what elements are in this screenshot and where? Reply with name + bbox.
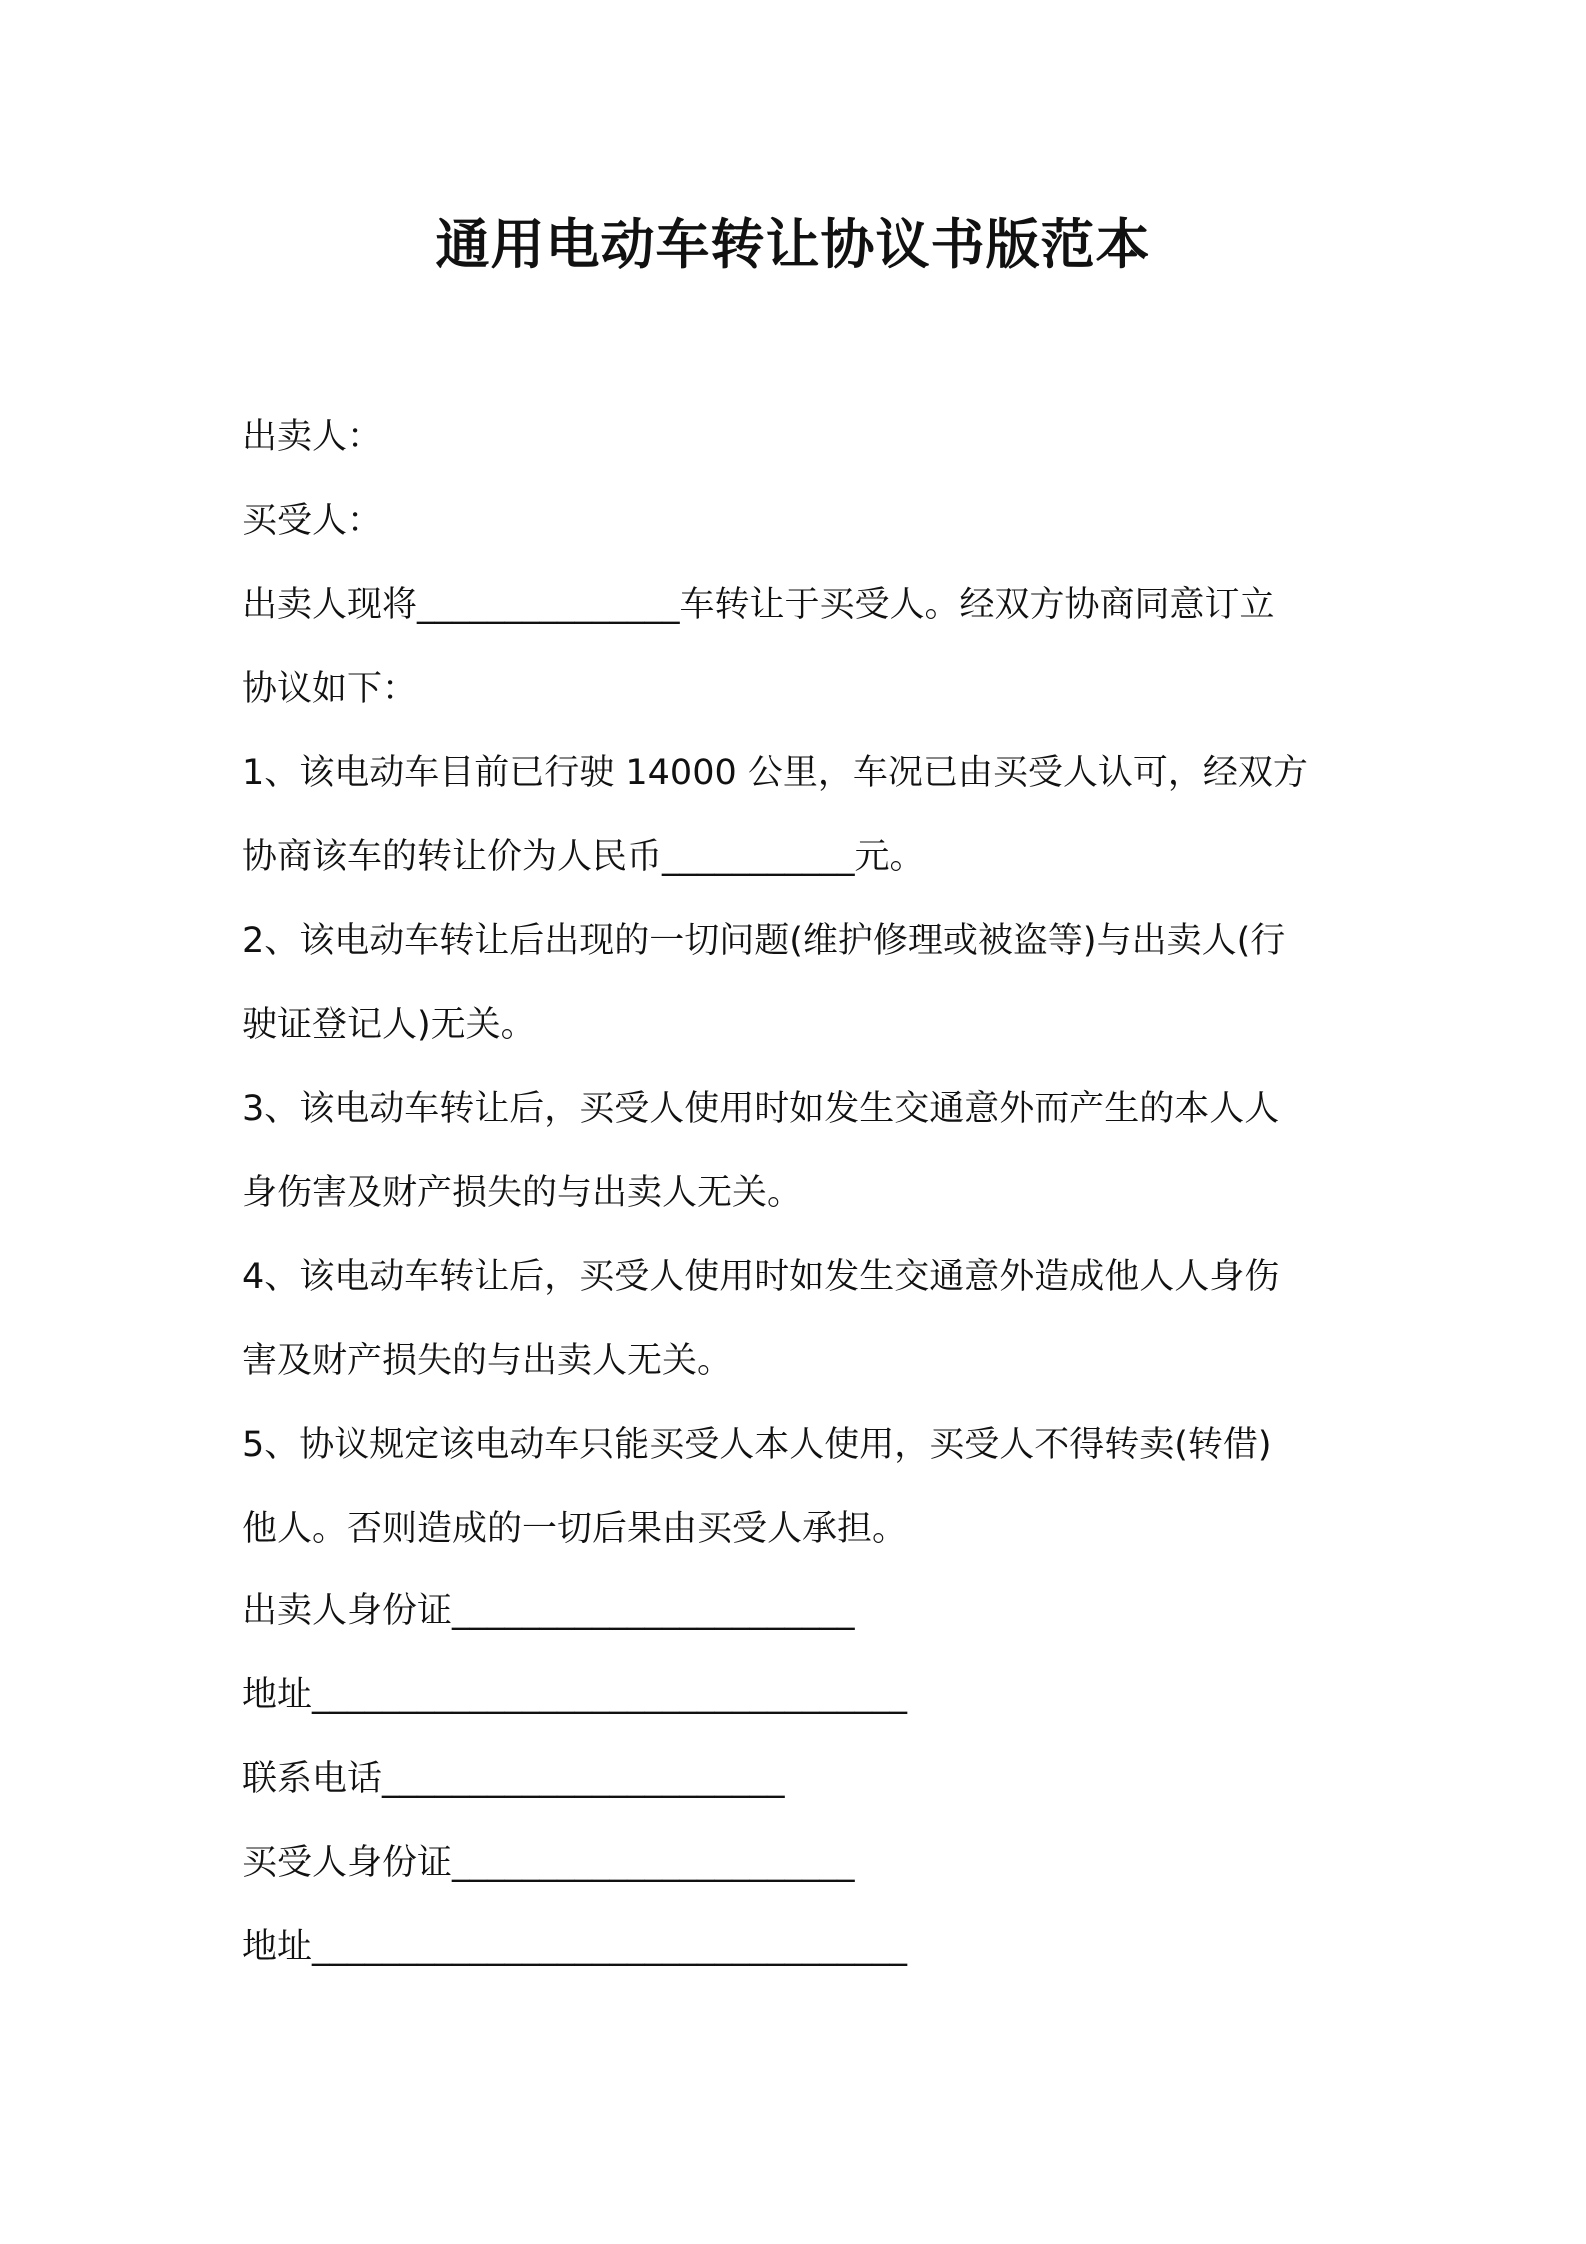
clause-3-line: 3、该电动车转让后，买受人使用时如发生交通意外而产生的本人人 xyxy=(242,1089,1280,1129)
clause-1-line: 1、该电动车目前已行驶 14000 公里，车况已由买受人认可，经双方 xyxy=(242,753,1308,793)
clause-4-line-2: 害及财产损失的与出卖人无关。 xyxy=(242,1341,733,1381)
clause-5-line-2: 他人。否则造成的一切后果由买受人承担。 xyxy=(242,1509,908,1549)
seller-line: 出卖人： xyxy=(242,417,383,457)
seller-address-field: 地址__________________________________ xyxy=(242,1675,908,1715)
clause-2-line-2: 驶证登记人)无关。 xyxy=(242,1005,536,1045)
seller-id-field: 出卖人身份证_______________________ xyxy=(242,1591,855,1631)
document-title: 通用电动车转让协议书版范本 xyxy=(435,213,1151,276)
transfer-intro-line-2: 协议如下： xyxy=(242,669,418,709)
clause-5-line: 5、协议规定该电动车只能买受人本人使用，买受人不得转卖(转借) xyxy=(242,1425,1272,1465)
clause-3-line-2: 身伤害及财产损失的与出卖人无关。 xyxy=(242,1173,803,1213)
clause-4-line: 4、该电动车转让后，买受人使用时如发生交通意外造成他人人身伤 xyxy=(242,1257,1280,1297)
clause-1-line-2: 协商该车的转让价为人民币___________元。 xyxy=(242,837,925,877)
buyer-line: 买受人： xyxy=(242,501,383,541)
buyer-address-field: 地址__________________________________ xyxy=(242,1927,908,1967)
clause-2-line: 2、该电动车转让后出现的一切问题(维护修理或被盗等)与出卖人(行 xyxy=(242,921,1286,961)
buyer-id-field: 买受人身份证_______________________ xyxy=(242,1843,855,1883)
seller-phone-field: 联系电话_______________________ xyxy=(242,1759,785,1799)
transfer-intro-line: 出卖人现将_______________车转让于买受人。经双方协商同意订立 xyxy=(242,585,1275,625)
